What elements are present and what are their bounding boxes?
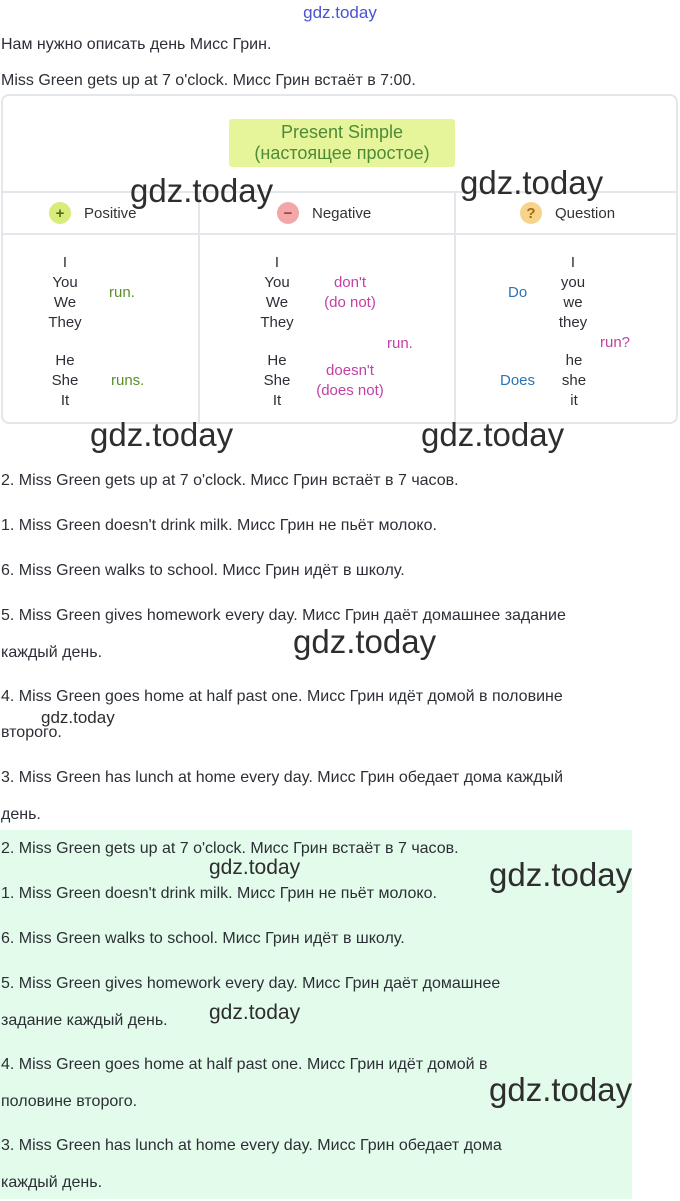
auxiliary-verb: Does xyxy=(500,372,536,389)
sentence-line: 1. Miss Green doesn't drink milk. Мисс Грин не пьёт молоко. xyxy=(1,517,437,534)
pronoun-list: I you we they xyxy=(558,254,588,331)
verb-form: runs. xyxy=(111,372,145,389)
answer-line: 2. Miss Green gets up at 7 o'clock. Мисс Грин встаёт в 7 часов. xyxy=(1,840,459,857)
minus-icon: − xyxy=(277,202,299,224)
watermark: gdz.today xyxy=(90,416,234,453)
pronoun-list: I You We They xyxy=(48,254,82,331)
watermark: gdz.today xyxy=(41,708,115,727)
intro-line-2: Miss Green gets up at 7 o'clock. Мисс Грин встаёт в 7:00. xyxy=(1,72,416,89)
plus-icon: + xyxy=(49,202,71,224)
divider xyxy=(3,233,676,235)
sentence-line: каждый день. xyxy=(1,644,103,661)
answer-line: 1. Miss Green doesn't drink milk. Мисс Грин не пьёт молоко. xyxy=(1,885,437,902)
auxiliary-verb: don't (do not) xyxy=(324,274,376,311)
answer-line: 6. Miss Green walks to school. Мисс Грин идёт в школу. xyxy=(1,930,405,947)
sentence-line: день. xyxy=(1,806,41,823)
pronoun-list: He She It xyxy=(263,352,291,409)
answer-line: 3. Miss Green has lunch at home every day. Мисс Грин обедает дома xyxy=(1,1137,502,1154)
watermark: gdz.today xyxy=(209,856,301,879)
watermark: gdz.today xyxy=(293,623,437,660)
answer-line: каждый день. xyxy=(1,1174,103,1191)
grammar-table xyxy=(1,94,678,424)
answer-line: 4. Miss Green goes home at half past one. Мисс Грин идёт домой в xyxy=(1,1056,488,1073)
sentence-line: второго. xyxy=(1,724,62,741)
column-header-negative xyxy=(277,202,371,224)
watermark: gdz.today xyxy=(209,1001,301,1024)
pronoun-list: I You We They xyxy=(260,254,294,331)
sentence-line: 4. Miss Green goes home at half past one. Мисс Грин идёт домой в половине xyxy=(1,688,563,705)
watermark: gdz.today xyxy=(421,416,565,453)
divider xyxy=(454,192,456,422)
auxiliary-verb: Do xyxy=(508,284,528,301)
column-label: Positive xyxy=(84,204,137,222)
watermark: gdz.today xyxy=(460,164,604,201)
watermark: gdz.today xyxy=(130,172,274,209)
sentence-line: 5. Miss Green gives homework every day. Мисс Грин даёт домашнее задание xyxy=(1,607,566,624)
answer-line: половине второго. xyxy=(1,1093,138,1110)
watermark: gdz.today xyxy=(489,1071,633,1108)
answer-line: задание каждый день. xyxy=(1,1012,168,1029)
pronoun-list: He She It xyxy=(51,352,79,409)
verb-form: run. xyxy=(387,335,413,352)
pronoun-list: he she it xyxy=(561,352,587,409)
column-header-positive xyxy=(49,202,137,224)
table-title-line-1: Present Simple xyxy=(280,122,404,142)
column-header-question xyxy=(520,202,615,224)
sentence-line: 3. Miss Green has lunch at home every day. Мисс Грин обедает дома каждый xyxy=(1,769,563,786)
column-label: Question xyxy=(555,204,616,222)
question-icon: ? xyxy=(520,202,542,224)
verb-form: run. xyxy=(109,284,135,301)
column-label: Negative xyxy=(312,204,372,222)
table-title xyxy=(229,119,455,167)
divider xyxy=(198,192,200,422)
auxiliary-verb: doesn't (does not) xyxy=(316,362,384,399)
verb-form: run? xyxy=(600,334,631,351)
site-title[interactable]: gdz.today xyxy=(303,3,377,22)
sentence-line: 2. Miss Green gets up at 7 o'clock. Мисс Грин встаёт в 7 часов. xyxy=(1,472,459,489)
watermark: gdz.today xyxy=(489,856,633,893)
answer-line: 5. Miss Green gives homework every day. Мисс Грин даёт домашнее xyxy=(1,975,501,992)
intro-line-1: Нам нужно описать день Мисс Грин. xyxy=(1,36,272,53)
sentence-line: 6. Miss Green walks to school. Мисс Грин идёт в школу. xyxy=(1,562,405,579)
table-title-line-2: (настоящее простое) xyxy=(254,143,430,163)
